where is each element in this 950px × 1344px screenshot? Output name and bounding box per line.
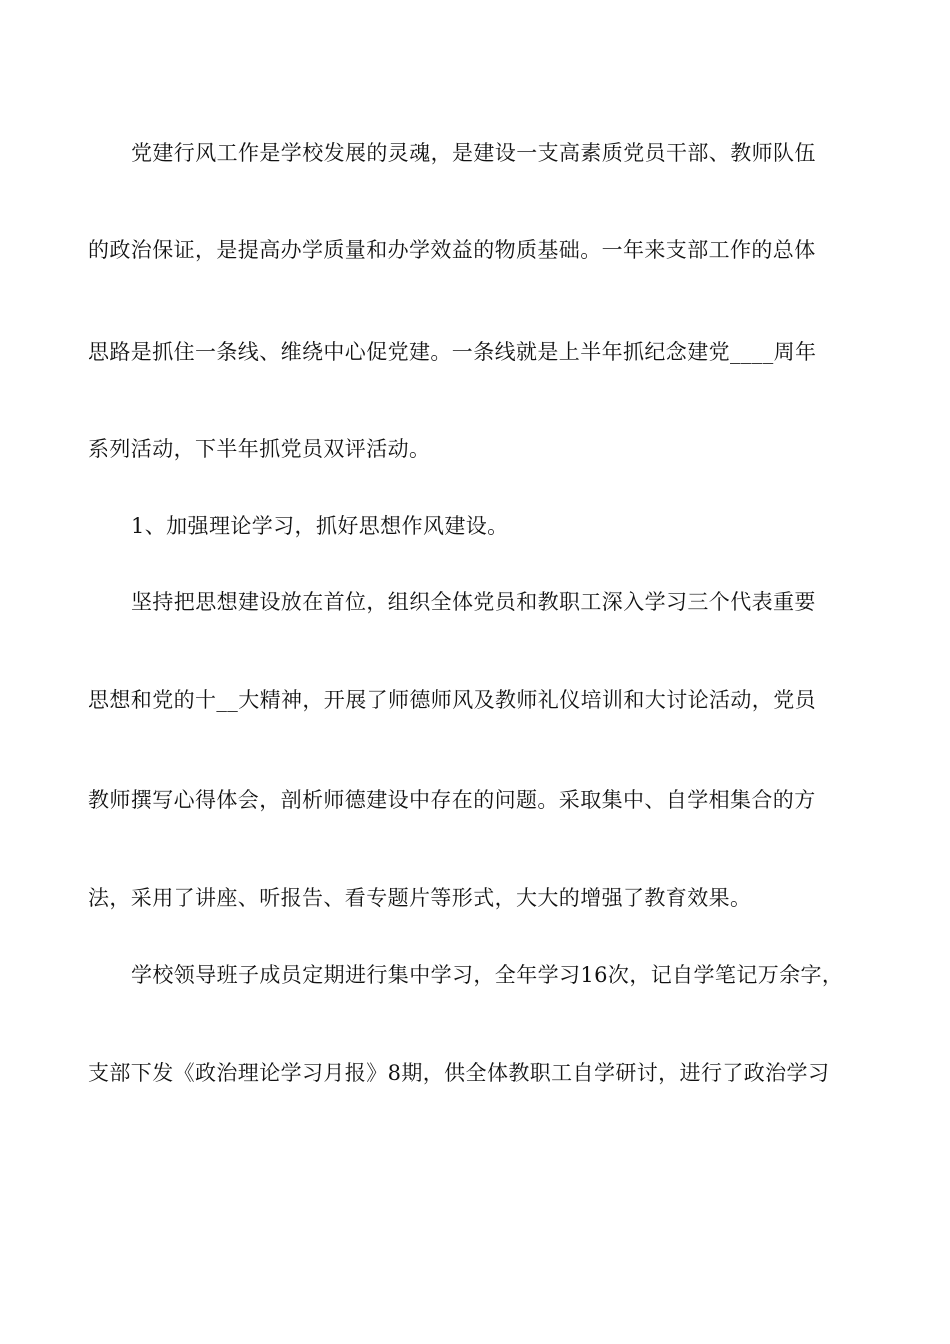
paragraph-line: 的政治保证，是提高办学质量和办学效益的物质基础。一年来支部工作的总体 [88,238,816,262]
paragraph-line: 系列活动，下半年抓党员双评活动。 [88,437,431,461]
paragraph-line: 学校领导班子成员定期进行集中学习，全年学习16次，记自学笔记万余字， [131,963,844,987]
paragraph-line: 思想和党的十__大精神，开展了师德师风及教师礼仪培训和大讨论活动，党员 [88,688,816,712]
paragraph-line: 思路是抓住一条线、维绕中心促党建。一条线就是上半年抓纪念建党____周年 [88,340,817,364]
paragraph-line: 支部下发《政治理论学习月报》8期，供全体教职工自学研讨，进行了政治学习 [88,1061,830,1085]
paragraph-line: 坚持把思想建设放在首位，组织全体党员和教职工深入学习三个代表重要 [131,590,816,614]
section-heading: 1、加强理论学习，抓好思想作风建设。 [131,514,509,538]
paragraph-line: 教师撰写心得体会，剖析师德建设中存在的问题。采取集中、自学相集合的方 [88,788,816,812]
paragraph-line: 党建行风工作是学校发展的灵魂，是建设一支高素质党员干部、教师队伍 [131,141,816,165]
paragraph-line: 法，采用了讲座、听报告、看专题片等形式，大大的增强了教育效果。 [88,886,752,910]
